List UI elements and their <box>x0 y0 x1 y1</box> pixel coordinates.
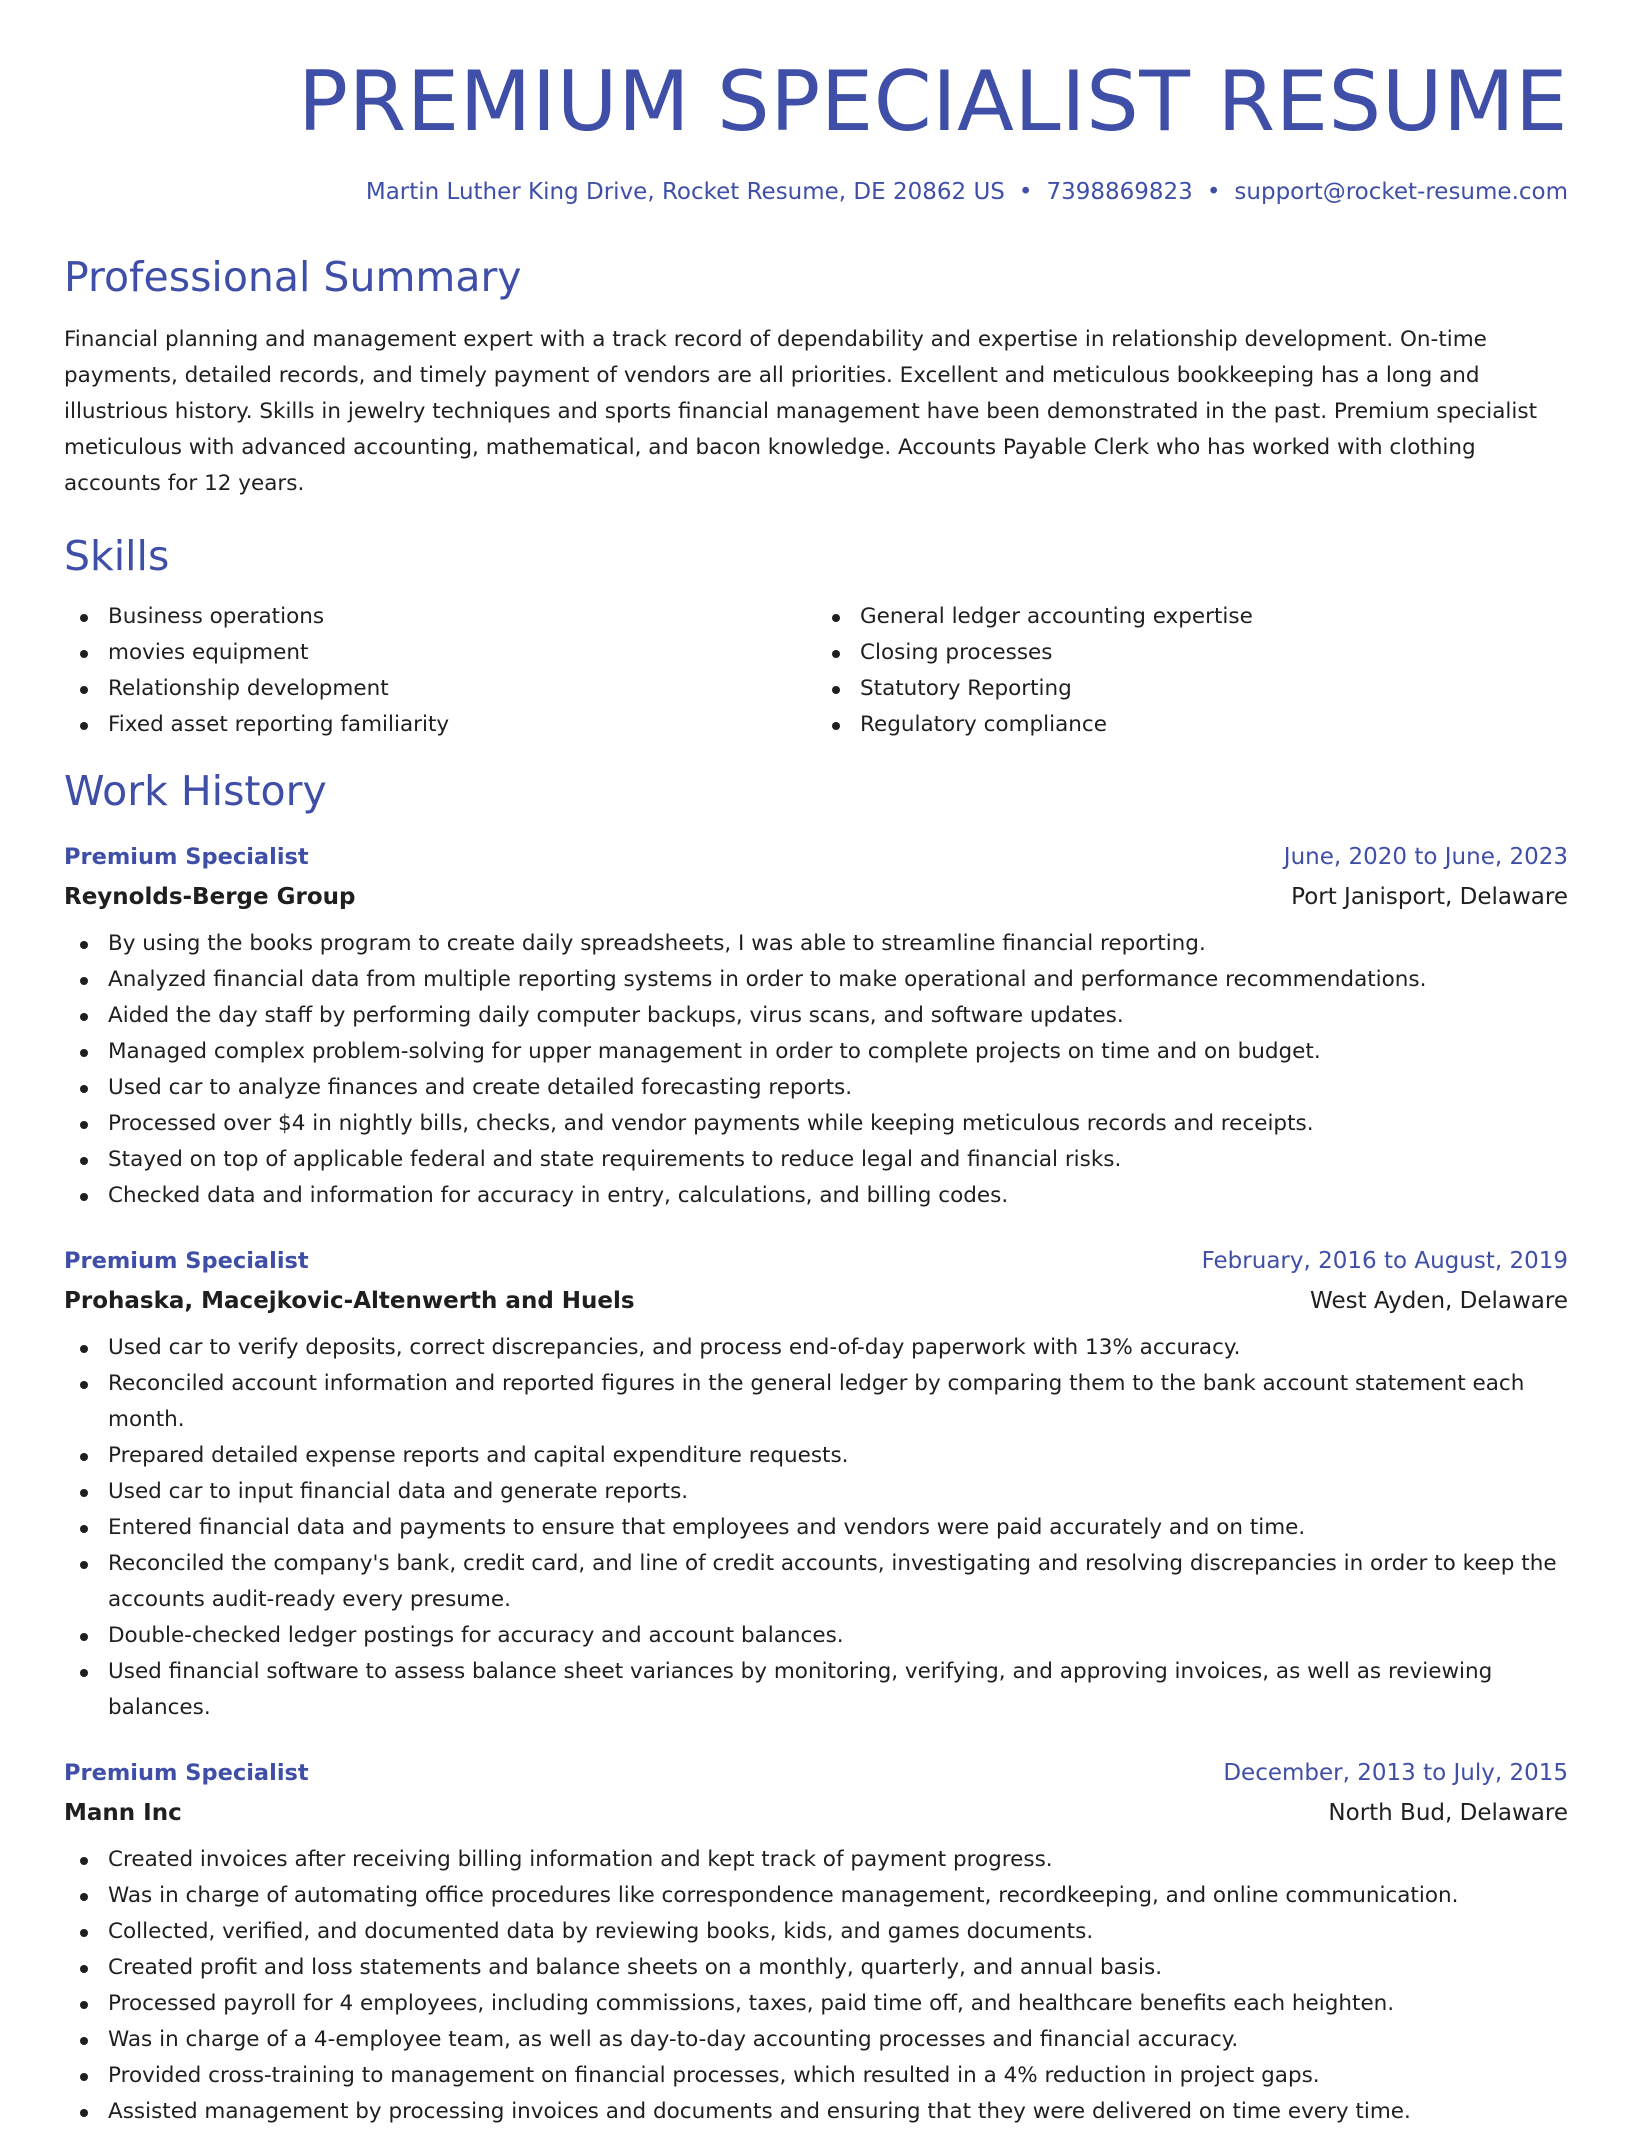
skill-item: Business operations <box>64 599 816 635</box>
skill-item: movies equipment <box>64 635 816 671</box>
job-location: North Bud, Delaware <box>1328 1800 1568 1827</box>
job-bullet: Processed payroll for 4 employees, including commissions, taxes, paid time off, and healthcare benefits each heighten. <box>64 1986 1568 2022</box>
contact-phone: 7398869823 <box>1046 179 1193 205</box>
job-bullet: Prepared detailed expense reports and capital expenditure requests. <box>64 1438 1568 1474</box>
job-bullet: Created invoices after receiving billing information and kept track of payment progress. <box>64 1842 1568 1878</box>
job-company: Reynolds-Berge Group <box>64 884 356 911</box>
contact-email[interactable]: support@rocket-resume.com <box>1234 179 1568 205</box>
job-bullet: Used car to input financial data and generate reports. <box>64 1474 1568 1510</box>
job-bullet: Collected, verified, and documented data by reviewing books, kids, and games documents. <box>64 1914 1568 1950</box>
job-dates: June, 2020 to June, 2023 <box>1283 844 1568 871</box>
summary-heading: Professional Summary <box>64 253 522 301</box>
contact-line <box>64 179 1568 205</box>
job-location: Port Janisport, Delaware <box>1291 884 1568 911</box>
work-history-list <box>64 844 1568 2130</box>
job-bullet: Was in charge of automating office procedures like correspondence management, recordkeeping, and online communication. <box>64 1878 1568 1914</box>
contact-separator: • <box>1206 179 1221 205</box>
job-location: West Ayden, Delaware <box>1310 1288 1568 1315</box>
job-title: Premium Specialist <box>64 844 309 871</box>
job-bullets <box>64 1330 1568 1726</box>
work-history-heading: Work History <box>64 767 327 816</box>
job-bullet: Checked data and information for accuracy in entry, calculations, and billing codes. <box>64 1178 1568 1214</box>
contact-separator: • <box>1018 179 1033 205</box>
skills-heading: Skills <box>64 532 170 581</box>
skill-item: Closing processes <box>816 635 1568 671</box>
job-bullet: Managed complex problem-solving for upper management in order to complete projects on time and on budget. <box>64 1034 1568 1070</box>
job-bullet: Double-checked ledger postings for accuracy and account balances. <box>64 1618 1568 1654</box>
job-bullet: Used financial software to assess balance sheet variances by monitoring, verifying, and approving invoices, as well as reviewing balances. <box>64 1654 1568 1726</box>
job-bullet: Provided cross-training to management on financial processes, which resulted in a 4% reduction in project gaps. <box>64 2058 1568 2094</box>
job-bullet: Created profit and loss statements and balance sheets on a monthly, quarterly, and annual basis. <box>64 1950 1568 1986</box>
job-bullet: Entered financial data and payments to ensure that employees and vendors were paid accurately and on time. <box>64 1510 1568 1546</box>
job-bullets <box>64 1842 1568 2130</box>
job-bullet: Aided the day staff by performing daily computer backups, virus scans, and software updates. <box>64 998 1568 1034</box>
job-bullet: Analyzed financial data from multiple reporting systems in order to make operational and performance recommendations. <box>64 962 1568 998</box>
job-dates: December, 2013 to July, 2015 <box>1223 1760 1568 1787</box>
skill-item: Relationship development <box>64 671 816 707</box>
job-bullet: Stayed on top of applicable federal and state requirements to reduce legal and financial risks. <box>64 1142 1568 1178</box>
job-bullet: Reconciled the company's bank, credit card, and line of credit accounts, investigating and resolving discrepancies in order to keep the accounts audit-ready every presume. <box>64 1546 1568 1618</box>
job-entry <box>64 1760 1568 2130</box>
skill-item: General ledger accounting expertise <box>816 599 1568 635</box>
job-entry <box>64 1248 1568 1726</box>
job-bullet: Used car to verify deposits, correct discrepancies, and process end-of-day paperwork with 13% accuracy. <box>64 1330 1568 1366</box>
job-bullet: Assisted management by processing invoices and documents and ensuring that they were delivered on time every time. <box>64 2094 1568 2130</box>
skills-list <box>64 599 1568 743</box>
job-dates: February, 2016 to August, 2019 <box>1201 1248 1568 1275</box>
job-bullet: Used car to analyze finances and create detailed forecasting reports. <box>64 1070 1568 1106</box>
job-company: Prohaska, Macejkovic-Altenwerth and Huels <box>64 1288 635 1315</box>
skills-column-left <box>64 599 816 743</box>
job-bullets <box>64 926 1568 1214</box>
skills-column-right <box>816 599 1568 743</box>
skill-item: Regulatory compliance <box>816 707 1568 743</box>
job-company: Mann Inc <box>64 1800 182 1827</box>
skill-item: Fixed asset reporting familiarity <box>64 707 816 743</box>
job-entry <box>64 844 1568 1214</box>
job-bullet: Processed over $4 in nightly bills, checks, and vendor payments while keeping meticulous records and receipts. <box>64 1106 1568 1142</box>
job-bullet: By using the books program to create daily spreadsheets, I was able to streamline financial reporting. <box>64 926 1568 962</box>
job-title: Premium Specialist <box>64 1760 309 1787</box>
job-bullet: Was in charge of a 4-employee team, as well as day-to-day accounting processes and financial accuracy. <box>64 2022 1568 2058</box>
contact-address: Martin Luther King Drive, Rocket Resume, DE 20862 US <box>365 179 1005 205</box>
job-bullet: Reconciled account information and reported figures in the general ledger by comparing them to the bank account statement each month. <box>64 1366 1568 1438</box>
skill-item: Statutory Reporting <box>816 671 1568 707</box>
summary-text: Financial planning and management expert with a track record of dependability and expertise in relationship development. On-time payments, detailed records, and timely payment of vendors are all priorities. Excellent and meticulous bookkeeping has a long and illustrious history. Skills in jewelry techniques and sports financial management have been demonstrated in the past. Premium specialist meticulous with advanced accounting, mathematical, and bacon knowledge. Accounts Payable Clerk who has worked with clothing accounts for 12 years. <box>64 327 1538 497</box>
resume-title: PREMIUM SPECIALIST RESUME <box>298 53 1568 150</box>
job-title: Premium Specialist <box>64 1248 309 1275</box>
